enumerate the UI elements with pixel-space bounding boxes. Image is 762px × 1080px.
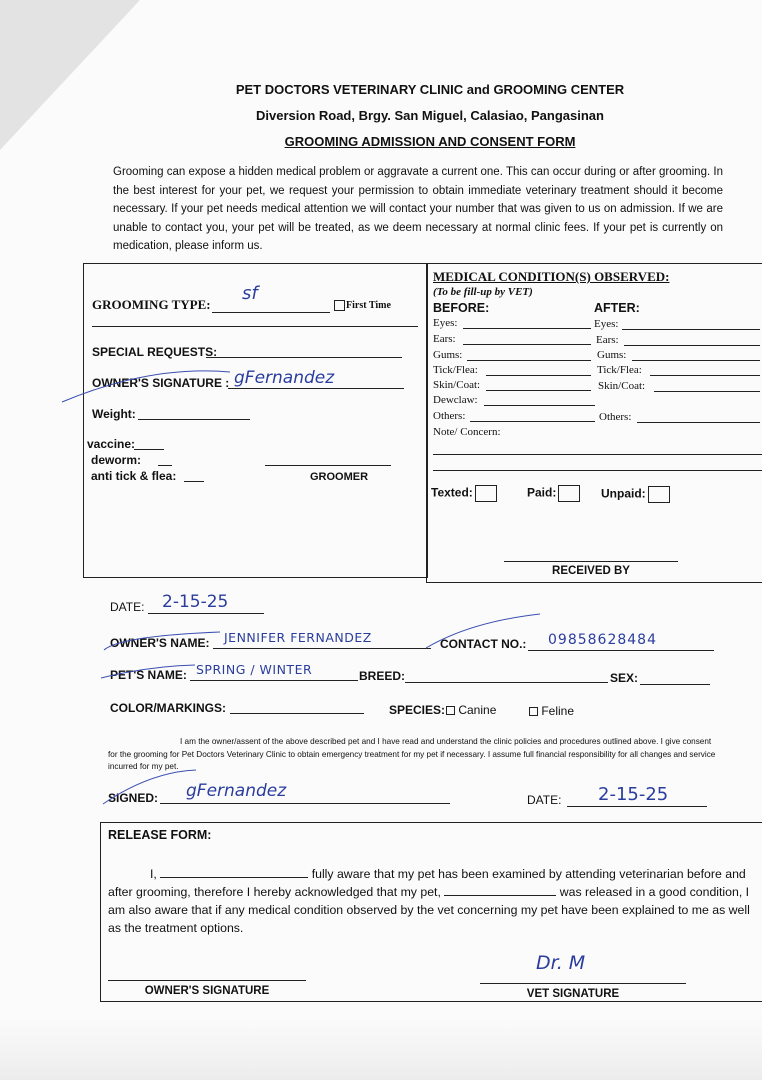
after-skin-label: Skin/Coat: [598, 380, 646, 392]
pen-stroke-owner-name [104, 632, 220, 650]
special-requests-label: SPECIAL REQUESTS: [92, 345, 218, 359]
after-tick-label: Tick/Flea: [597, 364, 642, 376]
feline-label: Feline [541, 704, 575, 718]
before-skin-label: Skin/Coat: [433, 379, 481, 391]
date2-label: DATE: [527, 793, 562, 807]
after-eyes-label: Eyes: [594, 318, 619, 330]
grooming-type-label: GROOMING TYPE: [92, 297, 211, 312]
before-tick-label: Tick/Flea: [433, 364, 478, 376]
pen-stroke-contact [426, 614, 540, 648]
pen-stroke-owner-signature [62, 371, 230, 402]
groomer-label: GROOMER [309, 471, 369, 483]
consent-paragraph: I am the owner/assent of the above described pet and I have read and understand the clinic policies and procedures outlined above. I give consent for the grooming for Pet Doctors Veterinary Clinic to obtain emergency treatment for my pet if necessary. I assume full financial responsibility for all changes and service incurred for my pet. [108, 737, 716, 772]
medical-title: MEDICAL CONDITION(S) OBSERVED: [433, 269, 670, 284]
first-time-label: First Time [346, 300, 391, 311]
weight-label: Weight: [92, 407, 136, 421]
pen-stroke-pet-name [101, 665, 195, 678]
after-gums-label: Gums: [597, 349, 627, 361]
sex-label: SEX: [610, 671, 639, 685]
after-ears-label: Ears: [596, 334, 619, 346]
signed-label: SIGNED: [108, 791, 159, 805]
owner-signature-label: OWNER'S SIGNATURE : [92, 376, 230, 390]
owner-name-label: OWNER'S NAME: [110, 636, 210, 650]
received-by-label: RECEIVED BY [552, 565, 630, 577]
after-label: AFTER: [594, 301, 640, 315]
date-label: DATE: [110, 600, 145, 614]
pen-stroke-signed [103, 770, 196, 804]
species-label: SPECIES: [389, 703, 446, 717]
release-text-middle: fully aware that my pet has been examined by attending veterinarian before and after grooming, therefore I hereby acknowledged that my pet, [108, 867, 746, 899]
owner-name-value[interactable]: JENNIFER FERNANDEZ [224, 630, 372, 645]
date2-value[interactable]: 2-15-25 [598, 784, 669, 805]
before-eyes-label: Eyes: [433, 317, 458, 329]
pet-name-label: PET'S NAME: [110, 668, 187, 682]
color-label: COLOR/MARKINGS: [110, 701, 226, 715]
clinic-name: PET DOCTORS VETERINARY CLINIC and GROOMING CENTER [235, 82, 625, 97]
grooming-type-value[interactable]: sf [242, 283, 258, 304]
note-concern-label: Note/ Concern: [433, 426, 501, 438]
pet-name-value[interactable]: SPRING / WINTER [196, 662, 313, 677]
release-title: RELEASE FORM: [108, 828, 212, 842]
deworm-label: deworm: [91, 453, 142, 467]
owner-signature-handwriting[interactable]: gFernandez [234, 368, 335, 388]
clinic-address: Diversion Road, Brgy. San Miguel, Calasiao, Pangasinan [256, 108, 604, 123]
before-label: BEFORE: [433, 301, 490, 315]
canine-label: Canine [458, 703, 497, 717]
release-owner-signature-label: OWNER'S SIGNATURE [144, 985, 270, 997]
vaccine-label: vaccine: [87, 437, 136, 451]
date-value[interactable]: 2-15-25 [162, 592, 229, 612]
before-ears-label: Ears: [433, 333, 456, 345]
after-others-label: Others: [599, 411, 632, 423]
breed-label: BREED: [359, 669, 406, 683]
medical-subtitle: (To be fill-up by VET) [433, 286, 533, 298]
paid-label: Paid: [527, 485, 557, 500]
release-text-i: I, [150, 867, 157, 881]
before-others-label: Others: [433, 410, 466, 422]
anti-tick-label: anti tick & flea: [91, 469, 177, 483]
contact-value[interactable]: 09858628484 [548, 632, 657, 648]
before-dewclaw-label: Dewclaw: [433, 394, 478, 406]
contact-label: CONTACT NO.: [440, 637, 527, 651]
vet-signature-value[interactable]: Dr. M [536, 952, 586, 974]
release-text-end: was released in a good condition, I am also aware that if any medical condition observed by the vet concerning my pet have been explained to me as well as the treatment options. [108, 885, 750, 935]
vet-signature-label: VET SIGNATURE [526, 988, 620, 1000]
texted-label: Texted: [431, 485, 473, 500]
intro-paragraph: Grooming can expose a hidden medical problem or aggravate a current one. This can occur during or after grooming. In the best interest for your pet, we request your permission to obtain immediate veterinary treatment should it become necessary. If your pet needs medical attention we will contact your number that was given to us on admission. If we are unable to contact you, your pet will be treated, as we deem necessary at normal clinic fees. If your pet is currently on medication, please inform us. [113, 166, 723, 252]
form-title: GROOMING ADMISSION AND CONSENT FORM [284, 134, 576, 149]
unpaid-label: Unpaid: [601, 486, 646, 501]
signed-value[interactable]: gFernandez [186, 781, 287, 801]
before-gums-label: Gums: [433, 349, 463, 361]
